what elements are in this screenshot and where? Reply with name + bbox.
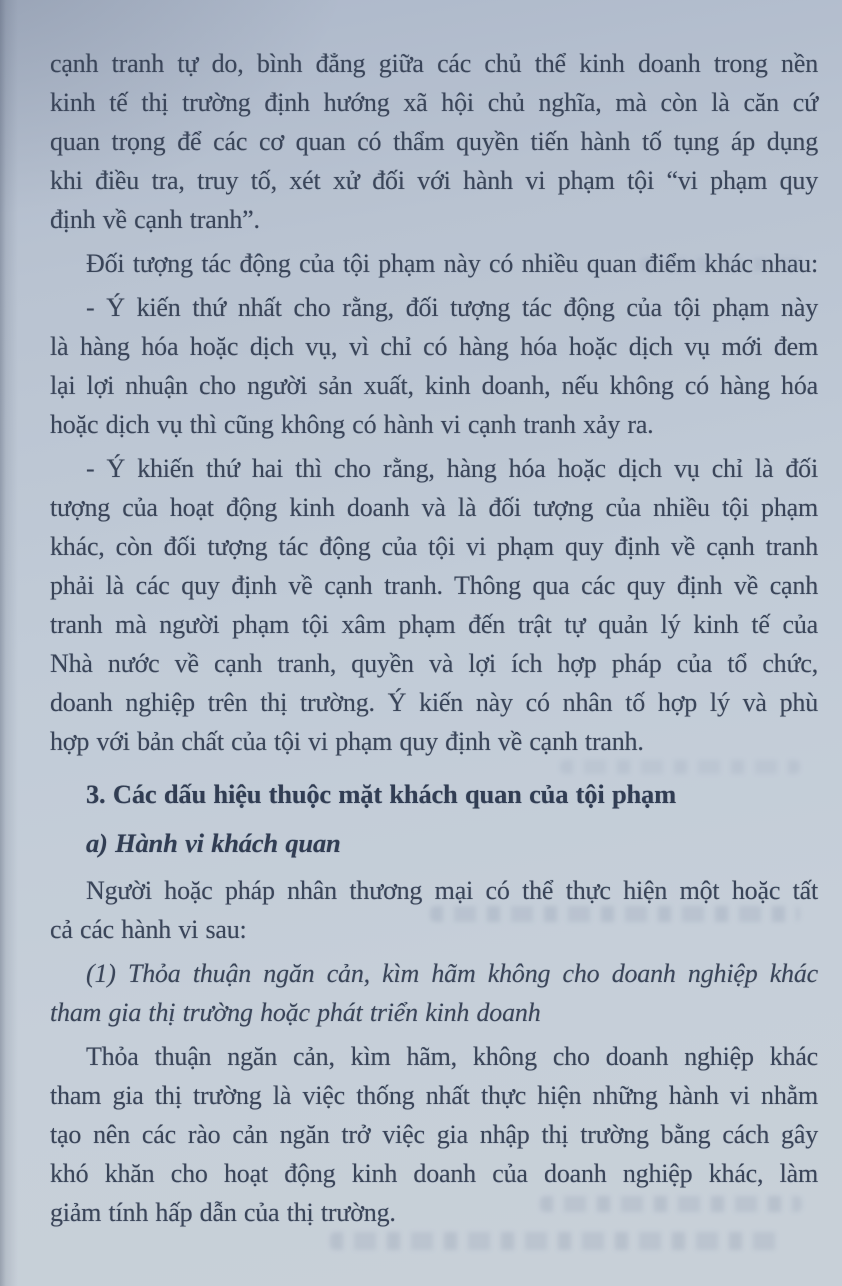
text-line: kinh tế thị trường định hướng xã hội chủ nghĩa, mà còn là căn cứ bbox=[50, 88, 818, 117]
text-line: khi điều tra, truy tố, xét xử đối với hành vi phạm tội “vi phạm quy bbox=[50, 166, 818, 195]
text-line: tham gia thị trường là việc thống nhất thực hiện những hành vi nhằm bbox=[50, 1081, 818, 1110]
text-line: lại lợi nhuận cho người sản xuất, kinh doanh, nếu không có hàng hóa bbox=[50, 371, 818, 400]
paragraph-object-viewpoints bbox=[50, 244, 818, 283]
text-line: định về cạnh tranh”. bbox=[50, 205, 260, 234]
text-line: khác, còn đối tượng tác động của tội vi phạm quy định về cạnh tranh bbox=[50, 532, 818, 561]
text-line: khó khăn cho hoạt động kinh doanh của doanh nghiệp khác, làm bbox=[50, 1159, 818, 1188]
section-heading: 3. Các dấu hiệu thuộc mặt khách quan của tội phạm bbox=[86, 779, 676, 809]
text-line: (1) Thỏa thuận ngăn cản, kìm hãm không cho doanh nghiệp khác bbox=[86, 959, 818, 988]
text-line: hoặc dịch vụ thì cũng không có hành vi cạnh tranh xảy ra. bbox=[50, 410, 654, 439]
text-line: - Ý khiến thứ hai thì cho rằng, hàng hóa hoặc dịch vụ chỉ là đối bbox=[86, 454, 818, 483]
text-line: tạo nên các rào cản ngăn trở việc gia nhập thị trường bằng cách gây bbox=[50, 1120, 818, 1149]
text-line: là hàng hóa hoặc dịch vụ, vì chỉ có hàng hóa hoặc dịch vụ mới đem bbox=[50, 332, 818, 361]
paragraph-intro-continued bbox=[50, 44, 818, 239]
text-line: doanh nghiệp trên thị trường. Ý kiến này có nhân tố hợp lý và phù bbox=[50, 688, 818, 717]
text-line: hợp với bản chất của tội vi phạm quy định về cạnh tranh. bbox=[50, 727, 644, 756]
text-line: tranh mà người phạm tội xâm phạm đến trật tự quản lý kinh tế của bbox=[50, 610, 818, 639]
text-line: cả các hành vi sau: bbox=[50, 915, 247, 944]
paragraph-first-opinion bbox=[50, 288, 818, 444]
page-text-content bbox=[50, 44, 818, 1237]
paragraph-item-1-explanation bbox=[50, 1037, 818, 1232]
paragraph-subject-behaviors bbox=[50, 871, 818, 949]
paragraph-second-opinion bbox=[50, 449, 818, 761]
text-line: Thỏa thuận ngăn cản, kìm hãm, không cho doanh nghiệp khác bbox=[86, 1042, 818, 1071]
text-line: Người hoặc pháp nhân thương mại có thể thực hiện một hoặc tất bbox=[86, 876, 818, 905]
text-line: Đối tượng tác động của tội phạm này có nhiều quan điểm khác nhau: bbox=[86, 249, 818, 278]
subsection-heading: a) Hành vi khách quan bbox=[86, 828, 341, 858]
text-line: tượng của hoạt động kinh doanh và là đối tượng của nhiều tội phạm bbox=[50, 493, 818, 522]
text-line: cạnh tranh tự do, bình đẳng giữa các chủ thể kinh doanh trong nền bbox=[50, 49, 818, 78]
text-line: tham gia thị trường hoặc phát triển kinh doanh bbox=[50, 998, 541, 1027]
text-line: Nhà nước về cạnh tranh, quyền và lợi ích hợp pháp của tổ chức, bbox=[50, 649, 818, 678]
paragraph-item-1-title bbox=[50, 954, 818, 1032]
text-line: - Ý kiến thứ nhất cho rằng, đối tượng tác động của tội phạm này bbox=[86, 293, 818, 322]
text-line: quan trọng để các cơ quan có thẩm quyền tiến hành tố tụng áp dụng bbox=[50, 127, 818, 156]
text-line: giảm tính hấp dẫn của thị trường. bbox=[50, 1198, 396, 1227]
text-line: phải là các quy định về cạnh tranh. Thông qua các quy định về cạnh bbox=[50, 571, 818, 600]
